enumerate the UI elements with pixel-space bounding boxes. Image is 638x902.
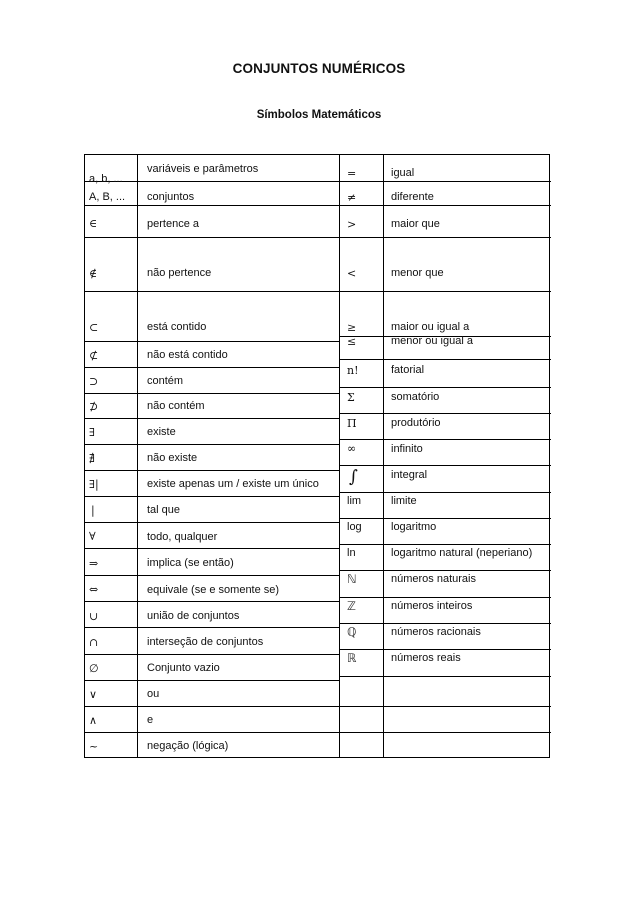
desc-subset: está contido [147, 321, 207, 333]
row-divider [85, 601, 339, 602]
rationals-symbol: ℚ [347, 625, 357, 639]
desc-for-all: todo, qualquer [147, 531, 218, 543]
log-symbol: log [347, 521, 362, 533]
pi-product-symbol: Π [347, 417, 357, 430]
desc-summation: somatório [391, 391, 440, 403]
page-title: CONJUNTOS NUMÉRICOS [232, 61, 406, 76]
row-divider [339, 649, 551, 650]
row-divider [85, 181, 339, 182]
desc-rationals: números racionais [391, 626, 481, 638]
negation-symbol: ~ [89, 740, 99, 753]
row-divider [85, 291, 339, 292]
not-subset-symbol: ⊄ [89, 349, 99, 362]
desc-greater-than: maior que [391, 218, 440, 230]
row-divider [85, 706, 339, 707]
desc-not-exists: não existe [147, 452, 198, 464]
desc-less-equal: menor ou igual a [391, 335, 473, 347]
desc-superset: contém [147, 375, 184, 387]
desc-factorial: fatorial [391, 364, 425, 376]
limit-symbol: lim [347, 495, 362, 507]
integral-symbol: ∫ [349, 467, 358, 487]
desc-implies: implica (se então) [147, 557, 234, 569]
sigma-symbol: Σ [347, 391, 355, 404]
iff-symbol: ⇔ [89, 583, 99, 596]
exists-symbol: ∃ [89, 426, 95, 439]
column-divider [383, 155, 384, 757]
column-divider [137, 155, 138, 757]
desc-equals: igual [391, 167, 415, 179]
desc-and: e [147, 714, 154, 726]
desc-limit: limite [391, 495, 417, 507]
row-divider [339, 439, 551, 440]
desc-such-that: tal que [147, 504, 181, 516]
row-divider [339, 359, 551, 360]
row-divider [85, 367, 339, 368]
not-equal-symbol: ≠ [347, 191, 357, 204]
row-divider [339, 623, 551, 624]
row-divider [339, 518, 551, 519]
union-symbol: ∪ [89, 610, 99, 623]
row-divider [339, 544, 551, 545]
less-than-symbol: < [347, 267, 357, 280]
row-divider [339, 492, 551, 493]
row-divider [85, 575, 339, 576]
column-divider [339, 155, 340, 757]
desc-reals: números reais [391, 652, 461, 664]
row-divider [85, 393, 339, 394]
greater-equal-symbol: ≥ [347, 321, 357, 334]
row-divider [85, 496, 339, 497]
factorial-symbol: n! [347, 364, 359, 377]
desc-log: logaritmo [391, 521, 437, 533]
row-divider [339, 597, 551, 598]
desc-unique-exists: existe apenas um / existe um único [147, 478, 319, 490]
unique-exists-symbol: ∃| [89, 478, 99, 491]
desc-empty-set: Conjunto vazio [147, 662, 220, 674]
desc-product: produtório [391, 417, 441, 429]
row-divider [339, 237, 551, 238]
row-divider [339, 732, 551, 733]
row-divider [339, 465, 551, 466]
row-divider [85, 470, 339, 471]
such-that-symbol: | [91, 504, 95, 517]
desc-naturals: números naturais [391, 573, 476, 585]
desc-sets: conjuntos [147, 191, 195, 203]
row-divider [85, 237, 339, 238]
row-divider [339, 291, 551, 292]
subset-symbol: ⊂ [89, 321, 99, 334]
desc-exists: existe [147, 426, 176, 438]
row-divider [85, 654, 339, 655]
desc-negation: negação (lógica) [147, 740, 229, 752]
not-superset-symbol: ⊅ [89, 400, 99, 413]
page-subtitle: Símbolos Matemáticos [256, 109, 382, 121]
element-of-symbol: ∈ [89, 217, 98, 230]
intersection-symbol: ∩ [89, 636, 99, 649]
row-divider [85, 548, 339, 549]
desc-infinity: infinito [391, 443, 423, 455]
desc-less-than: menor que [391, 267, 444, 279]
row-divider [85, 418, 339, 419]
desc-ln: logaritmo natural (neperiano) [391, 547, 533, 559]
desc-iff: equivale (se e somente se) [147, 584, 280, 596]
row-divider [85, 444, 339, 445]
row-divider [85, 627, 339, 628]
row-divider [339, 706, 551, 707]
equals-symbol: = [347, 167, 357, 180]
symbol-variables: a, b, ... [89, 173, 123, 185]
desc-greater-equal: maior ou igual a [391, 321, 470, 333]
desc-intersection: interseção de conjuntos [147, 636, 264, 648]
greater-than-symbol: > [347, 218, 357, 231]
row-divider [339, 570, 551, 571]
row-divider [339, 413, 551, 414]
desc-not-equal: diferente [391, 191, 434, 203]
superset-symbol: ⊃ [89, 375, 99, 388]
desc-integral: integral [391, 469, 428, 481]
desc-variables: variáveis e parâmetros [147, 163, 259, 175]
row-divider [85, 732, 339, 733]
desc-not-element-of: não pertence [147, 267, 212, 279]
row-divider [339, 676, 551, 677]
for-all-symbol: ∀ [89, 530, 96, 543]
less-equal-symbol: ≤ [347, 335, 357, 348]
row-divider [85, 205, 339, 206]
naturals-symbol: ℕ [347, 572, 357, 586]
implies-symbol: ⇒ [89, 557, 99, 570]
desc-element-of: pertence a [147, 218, 199, 230]
or-symbol: ∨ [89, 688, 98, 701]
infinity-symbol: ∞ [347, 442, 357, 455]
empty-set-symbol: ∅ [89, 662, 99, 675]
row-divider [339, 181, 551, 182]
desc-not-superset: não contém [147, 400, 205, 412]
not-exists-symbol: ∄ [89, 452, 95, 465]
row-divider [339, 205, 551, 206]
desc-not-subset: não está contido [147, 349, 228, 361]
ln-symbol: ln [347, 547, 356, 559]
row-divider [339, 387, 551, 388]
not-element-of-symbol: ∉ [89, 267, 98, 280]
symbol-sets: A, B, ... [89, 191, 126, 203]
reals-symbol: ℝ [347, 651, 357, 665]
row-divider [85, 341, 339, 342]
integers-symbol: ℤ [347, 599, 356, 613]
row-divider [85, 522, 339, 523]
desc-integers: números inteiros [391, 600, 473, 612]
row-divider [85, 680, 339, 681]
symbols-table [84, 154, 550, 758]
desc-union: união de conjuntos [147, 610, 240, 622]
desc-or: ou [147, 688, 160, 700]
and-symbol: ∧ [89, 714, 98, 727]
